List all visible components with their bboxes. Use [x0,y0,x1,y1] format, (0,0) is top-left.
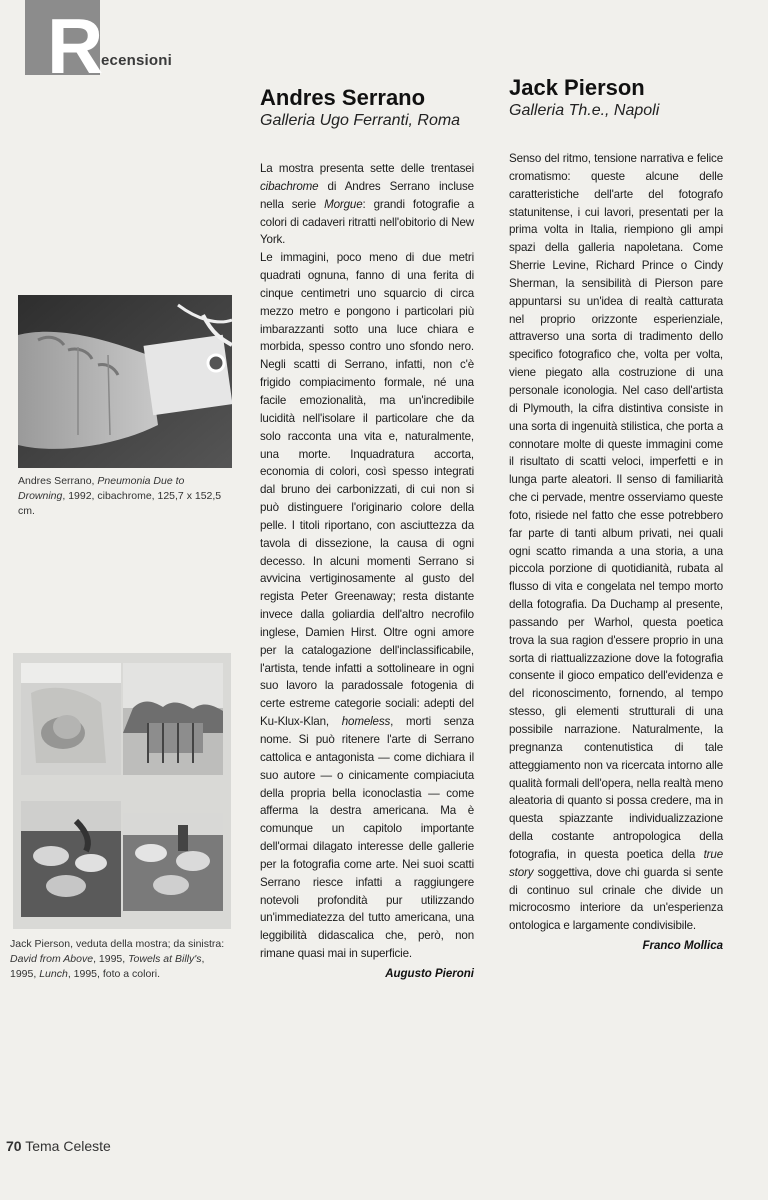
page-folio [6,1138,111,1154]
review-author: Franco Mollica [642,940,723,953]
photo-lunch [21,801,121,917]
page-number: 70 [6,1138,22,1154]
section-title: ecensioni [101,52,172,69]
review-title: Jack Pierson [509,75,645,100]
review-jack-pierson [509,76,723,952]
review-andres-serrano [260,86,474,980]
photo-towels-at-billys [123,663,223,775]
caption-photo1: Andres Serrano, Pneumonia Due to Drowning, 1992, cibachrome, 125,7 x 152,5 cm. [18,475,222,517]
review-body: La mostra presenta sette delle trentasei cibachrome di Andres Serrano incluse nella serie Morgue: grandi fotografie a colori di cadaveri ritratti nell'obitorio di New York. Le immagini, poco meno di due metri quadrati ognuna, fanno di una ferita di cinque centimetri uno squarcio di circa mezzo metro e pongono i particolari più imbarazzanti sotto una luce chiara e morbida, spesso contro uno sfondo nero. Negli scatti di Serrano, infatti, non c'è frigido compiacimento formale, né una facile emozionalità, ma un'incredibile lucidità nell'isolare il particolare che da solo racconta una vita e, naturalmente, una morte. Inquadratura accorta, economia di colori, così spesso integrati dal bruno dei carbonizzati, di cui non si può distinguere l'originario colore della pelle. I titoli riportano, con asciuttezza da tavola di dissezione, la causa di ogni decesso. In alcuni momenti Serrano si avvicina vertiginosamente al gusto del regista Peter Greenaway; resta distante invece dalla goliardia dell'altro necrofilo inglese, Damien Hirst. Oltre ogni amore per la catalogazione dell'inclassificabile, l'artista, tende infatti a sottolineare in ogni suo lavoro la paradossale fotogenia di certe estreme categorie sociali: adepti del Ku-Klux-Klan, homeless, morti senza nome. Si può ritenere l'arte di Serrano cattolica e antagonista — come dichiara il suo autore — o cinicamente compiaciuta della propria bella iconoclastia — come afferma la destra americana. Ma è comunque un capitolo importante dell'ormai dilagato interesse delle gallerie per la fotografia come arte. Nei suoi scatti Serrano riesce infatti a raggiungere notevoli profondità pur utilizzando un'immediatezza del tutto americana, una leggibilità didascalica che, però, non rimane quasi mai in superficie. [260,162,474,961]
caption-photo2: Jack Pierson, veduta della mostra; da sinistra: David from Above, 1995, Towels at Billy's, 1995, Lunch, 1995, foto a colori. [10,938,225,980]
photo-table-still-life [123,813,223,911]
review-author: Augusto Pieroni [385,967,474,980]
review-title: Andres Serrano [260,85,426,110]
photo-david-from-above [21,663,121,775]
section-initial: R [47,2,104,90]
photo-jack-pierson-installation [13,653,231,929]
photo-hand-with-tag [18,295,232,468]
review-body: Senso del ritmo, tensione narrativa e felice cromatismo: queste alcune delle caratteristiche dell'arte del fotografo statunitense, i cui lavori, presentati per la prima volta in Italia, riempiono gli ampi spazi della galleria napoletana. Come Sherrie Levine, Richard Prince o Cindy Sherman, la sensibilità di Pierson pare appuntarsi su un'idea di realtà catturata nel proprio orizzonte esperienziale, attraverso una sorta di tradimento dello specifico fotografico che, volta per volta, viene piegato alla costruzione di una personale iconologia. Nel caso dell'artista di Plymouth, la cifra distintiva consiste in una sorta di ingenuità stilistica, che porta a connotare molte di queste immagini come il risultato di scatti veloci, imperfetti e in lunga parte aleatori. Il senso di familiarità che ci pervade, mentre osserviamo queste foto, risiede nel fatto che esse potrebbero far parte di tanti album privati, nei quali ogni scatto rimanda a una storia, a una piccola porzione di quotidianità, rubata al flusso di vita e congelata nel tempo morto della fotografia. Da Duchamp al presente, passando per Warhol, questa poetica trova la sua ragion d'essere proprio in una sorta di riattualizzazione dove la fotografia consente il gioco empatico dell'evidenza e del riconoscimento, fornendo, al tempo stesso, gli elementi strutturali di una possibile narrazione. Naturalmente, la pregnanza contenutistica di tale atteggiamento non va ricercata intorno alle qualità formali dell'opera, nella realtà meno aleatoria di quanto si possa credere, ma in questa spiazzante individualizzazione della costante antropologica della fotografia, in questa poetica della true story soggettiva, dove chi guarda si sente di continuo sul crinale che divide un microcosmo interiore da un'esperienza ontologica e largamente condivisibile. [509,152,723,933]
review-venue: Galleria Th.e., Napoli [509,102,660,119]
magazine-name: Tema Celeste [25,1138,111,1154]
photo-pneumonia-due-to-drowning [18,295,232,468]
review-venue: Galleria Ugo Ferranti, Roma [260,112,461,129]
